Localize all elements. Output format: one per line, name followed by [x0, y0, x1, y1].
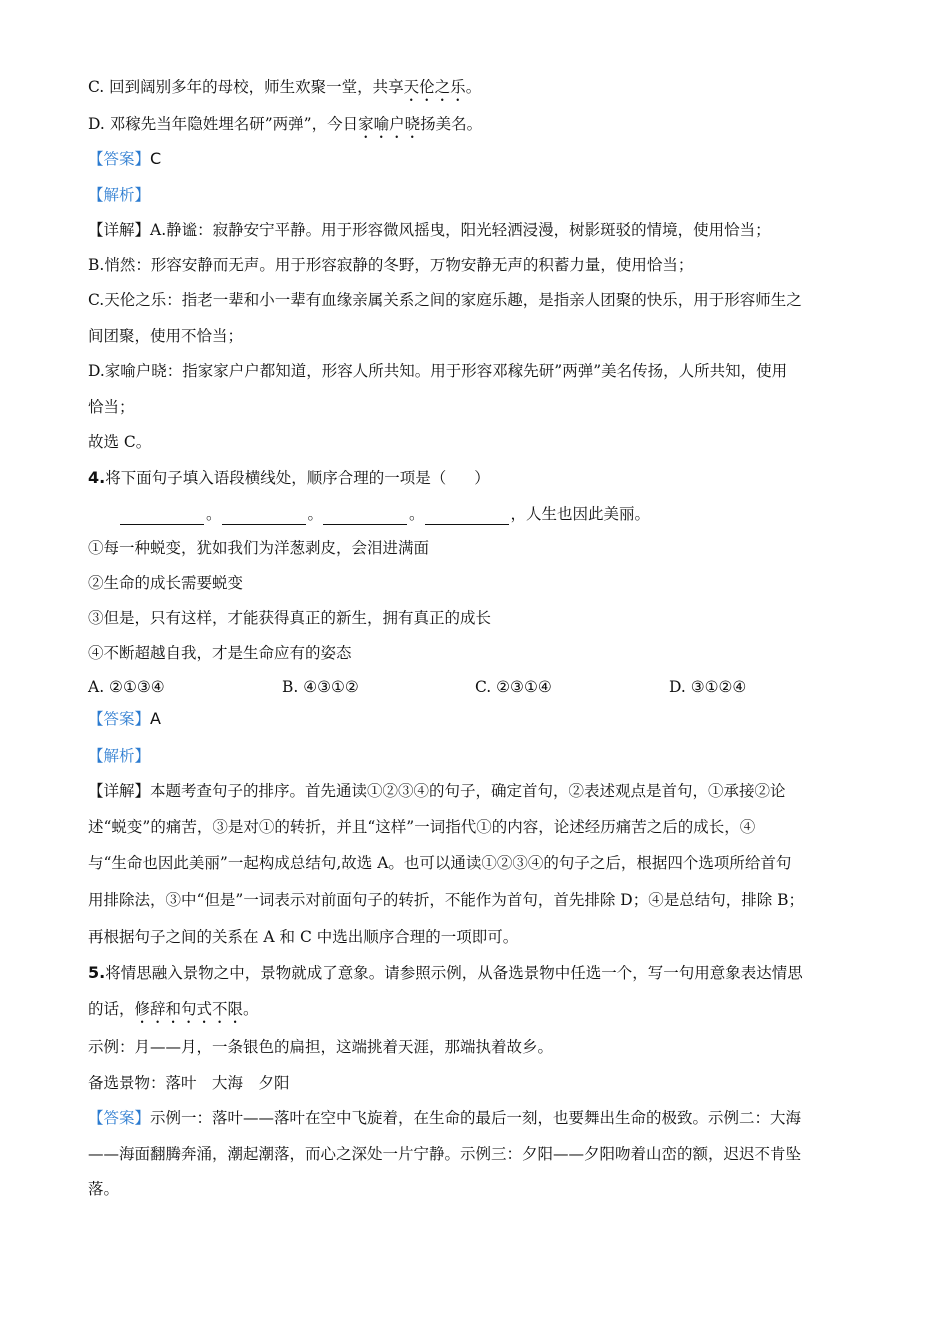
explain-text: C.天伦之乐：指老一辈和小一辈有血缘亲属关系之间的家庭乐趣，是指亲人团聚的快乐，用于形容师生之	[88, 291, 802, 309]
answer-tag: 【答案】	[88, 1109, 151, 1127]
passage-tail: ，人生也因此美丽。	[510, 505, 651, 523]
q5-example	[88, 1036, 553, 1058]
question-stem: 。	[243, 1000, 259, 1018]
answer-text: 示例一：落叶——落叶在空中飞旋着，在生命的最后一刻，也要舞出生命的极致。示例二：大海	[150, 1109, 802, 1127]
emphasized-phrase: 家喻户晓	[358, 115, 421, 133]
option-text: 扬美名。	[420, 115, 483, 133]
example-text: 示例：月——月，一条银色的扁担，这端挑着天涯，那端执着故乡。	[88, 1038, 554, 1056]
q4-stem	[88, 467, 490, 489]
blank-4	[425, 506, 509, 525]
q3-explain-line	[88, 360, 787, 382]
separator: 。	[409, 505, 425, 523]
option-text: 。	[465, 78, 482, 96]
q4-option-b: B. ④③①②	[282, 678, 359, 696]
q3-explain-line	[88, 289, 802, 311]
q4-analysis-heading	[88, 745, 150, 767]
emphasized-phrase: 修辞和句式不限	[134, 1000, 244, 1018]
analysis-tag: 【解析】	[88, 186, 151, 204]
q3-answer	[88, 148, 161, 170]
blank-2	[222, 506, 306, 525]
answer-text: ——海面翻腾奔涌，潮起潮落，而心之深处一片宁静。示例三：夕阳——夕阳吻着山峦的额，迟迟不肯坠	[88, 1145, 802, 1163]
explain-text: B.悄然：形容安静而无声。用于形容寂静的冬野，万物安静无声的积蓄力量，使用恰当；	[88, 256, 694, 274]
answer-text: 落。	[88, 1180, 120, 1198]
q4-blanks-line	[120, 503, 650, 525]
explain-text: D.家喻户晓：指家家户户都知道，形容人所共知。用于形容邓稼先研”两弹”美名传扬，人所共知，使用	[88, 362, 788, 380]
separator: 。	[206, 505, 222, 523]
q5-candidates	[88, 1072, 290, 1094]
q3-analysis-heading	[88, 184, 150, 206]
q5-stem-line2	[88, 998, 259, 1027]
candidates-text: 备选景物：落叶 大海 夕阳	[88, 1074, 290, 1092]
q4-explain-line	[88, 816, 755, 838]
option-text: D. 邓稼先当年隐姓埋名研”两弹”，今日	[88, 115, 359, 133]
q4-explain-line	[88, 926, 518, 948]
answer-value: A	[150, 709, 161, 728]
explain-text: 与“生命也因此美丽”一起构成总结句,故选 A。也可以通读①②③④的句子之后，根据四个选项所给首句	[88, 854, 792, 872]
q3-explain-line	[88, 254, 693, 276]
question-stem: 将情思融入景物之中，景物就成了意象。请参照示例，从备选景物中任选一个，写一句用意象表达情思	[105, 964, 803, 982]
explain-text: 再根据句子之间的关系在 A 和 C 中选出顺序合理的一项即可。	[88, 928, 519, 946]
detail-tag: 【详解】	[88, 782, 151, 800]
q3-option-c	[88, 76, 481, 105]
q4-explain-line	[88, 780, 786, 802]
sentence-text: ①每一种蜕变，犹如我们为洋葱剥皮，会泪进满面	[88, 539, 430, 557]
explain-text: 用排除法，③中“但是”一词表示对前面句子的转折，不能作为首句，首先排除 D；④是总结句，排除 B；	[88, 891, 805, 909]
question-stem-close: ）	[474, 469, 490, 487]
explain-text: 述“蜕变”的痛苦，③是对①的转折，并且“这样”一词指代①的内容，论述经历痛苦之后的成长，④	[88, 818, 756, 836]
q4-explain-line	[88, 889, 804, 911]
answer-tag: 【答案】	[88, 150, 151, 168]
q5-stem	[88, 962, 803, 984]
q4-sentence	[88, 642, 352, 664]
sentence-text: ④不断超越自我，才是生命应有的姿态	[88, 644, 352, 662]
q4-answer	[88, 708, 161, 730]
analysis-tag: 【解析】	[88, 747, 151, 765]
explain-text: A.静谧：寂静安宁平静。用于形容微风摇曳，阳光轻洒浸漫，树影斑驳的情境，使用恰当；	[150, 221, 771, 239]
q4-option-c: C. ②③①④	[475, 678, 552, 696]
q4-option-a: A. ②①③④	[88, 678, 165, 696]
q4-sentence	[88, 537, 429, 559]
answer-tag: 【答案】	[88, 710, 151, 728]
q4-sentence	[88, 572, 243, 594]
question-number: 5.	[88, 963, 106, 982]
sentence-text: ③但是，只有这样，才能获得真正的新生，拥有真正的成长	[88, 609, 492, 627]
q3-explain-line	[88, 325, 243, 347]
separator: 。	[307, 505, 324, 523]
question-stem: 将下面句子填入语段横线处，顺序合理的一项是（	[105, 469, 447, 487]
q4-explain-line	[88, 852, 791, 874]
explain-text: 故选 C。	[88, 433, 152, 451]
q5-answer-line	[88, 1178, 119, 1200]
blank-3	[323, 506, 407, 525]
explain-text: 恰当；	[88, 398, 135, 416]
explain-text: 本题考查句子的排序。首先通读①②③④的句子，确定首句，②表述观点是首句，①承接②论	[150, 782, 786, 800]
sentence-text: ②生命的成长需要蜕变	[88, 574, 244, 592]
emphasized-phrase: 天伦之乐	[403, 78, 466, 96]
detail-tag: 【详解】	[88, 221, 151, 239]
q3-explain-line	[88, 396, 135, 418]
answer-value: C	[150, 149, 162, 168]
question-stem: 的话，	[88, 1000, 135, 1018]
question-number: 4.	[88, 468, 106, 487]
q3-explain-line	[88, 219, 771, 241]
q3-explain-line	[88, 431, 151, 453]
explain-text: 间团聚，使用不恰当；	[88, 327, 244, 345]
option-text: C. 回到阔别多年的母校，师生欢聚一堂，共享	[88, 78, 404, 96]
blank-1	[120, 506, 204, 525]
q5-answer-line	[88, 1107, 801, 1129]
q5-answer-line	[88, 1143, 801, 1165]
q4-option-d: D. ③①②④	[669, 678, 747, 696]
q3-option-d	[88, 113, 482, 142]
q4-sentence	[88, 607, 491, 629]
